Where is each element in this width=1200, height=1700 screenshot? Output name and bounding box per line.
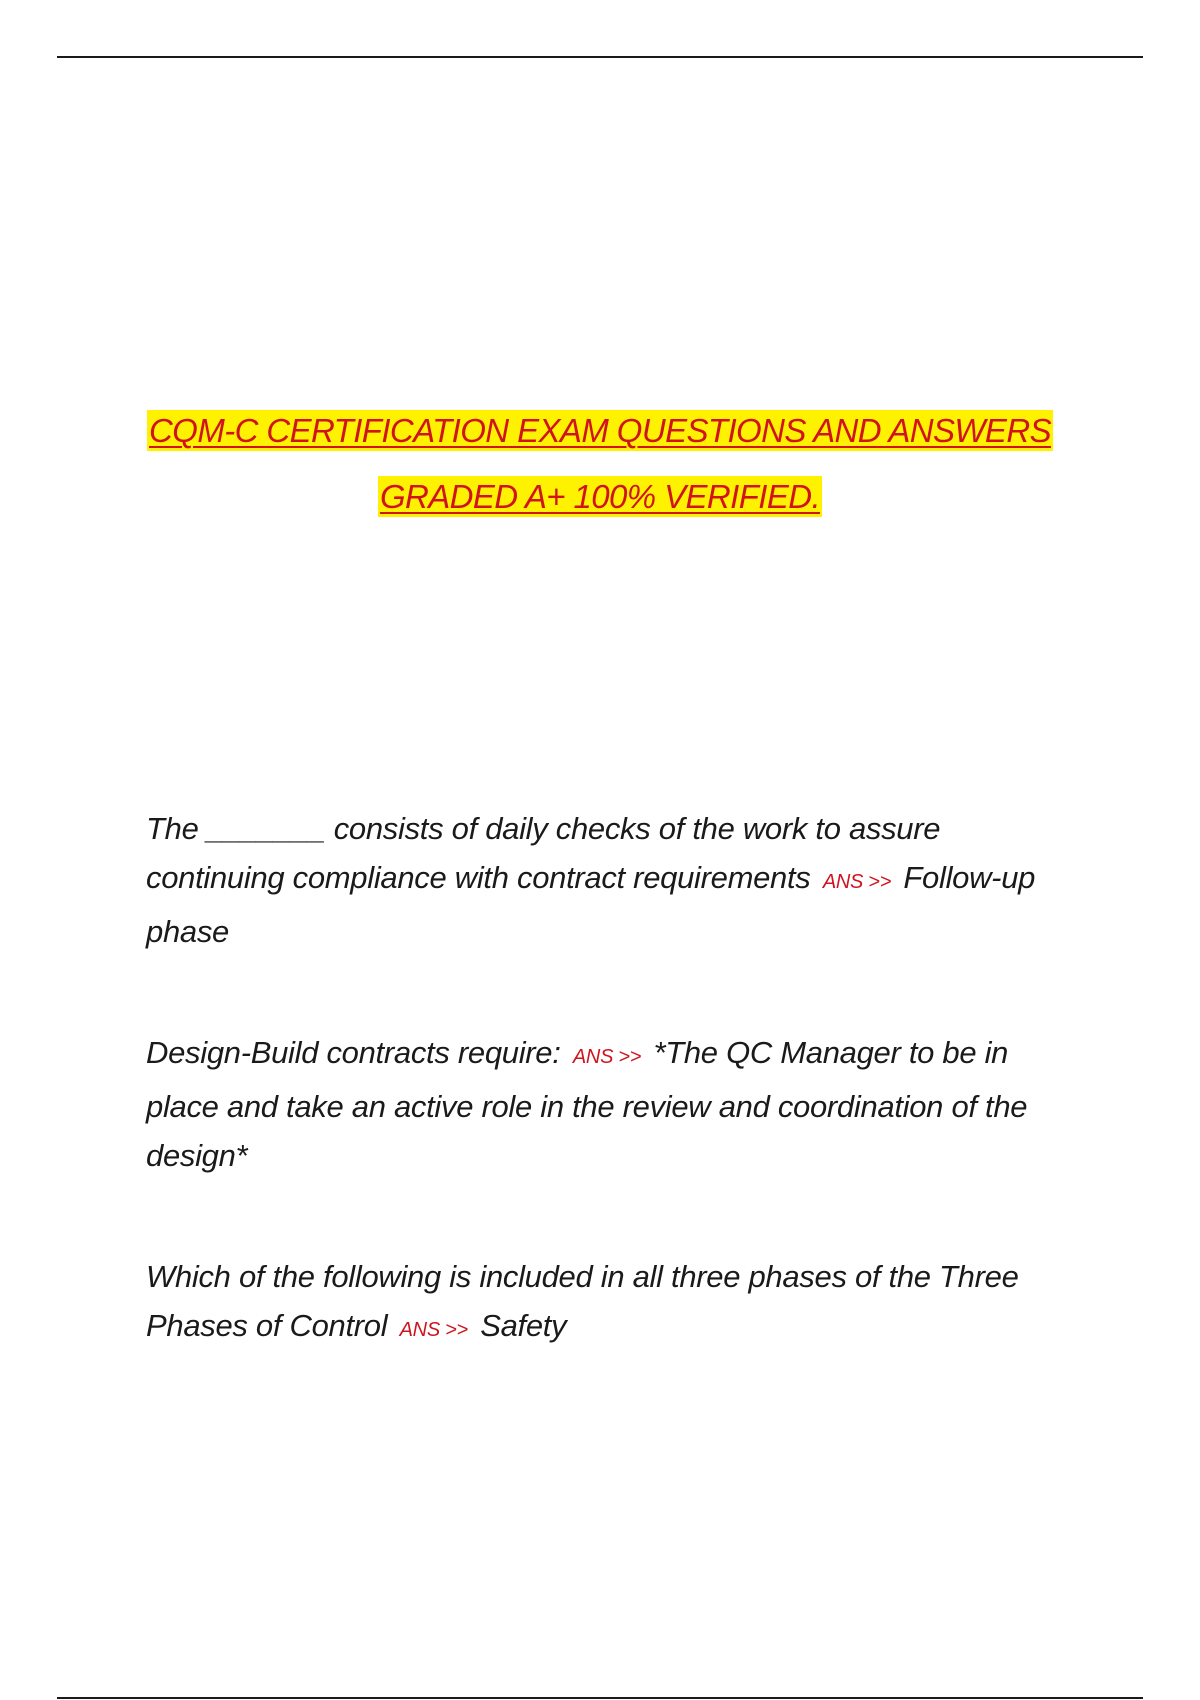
answer-text: *The QC Manager to be in place and take an active role in the review and coordination of the design* [146,1035,1028,1173]
answer-text: Follow-up phase [146,860,1036,949]
question-text: The _______ consists of daily checks of the work to assure continuing compliance with contract requirements [146,811,941,895]
bottom-divider [57,1697,1143,1699]
qa-item-3 [146,1252,1086,1355]
answer-text: Safety [480,1308,567,1343]
qa-item-1 [146,804,1086,956]
question-text: Design-Build contracts require: [146,1035,561,1070]
title-line-2-row [0,464,1200,530]
question-text: Which of the following is included in all three phases of the Three Phases of Control [146,1259,1019,1343]
answer-marker: ANS >> [572,1046,642,1068]
answer-marker: ANS >> [822,871,892,893]
top-divider [57,56,1143,58]
document-title [0,398,1200,530]
title-line-1: CQM-C CERTIFICATION EXAM QUESTIONS AND ANSWERS [149,412,1051,449]
qa-item-2 [146,1028,1086,1180]
answer-marker: ANS >> [399,1319,468,1341]
title-line-2: GRADED A+ 100% VERIFIED. [379,478,821,515]
title-line-1-row [0,398,1200,464]
